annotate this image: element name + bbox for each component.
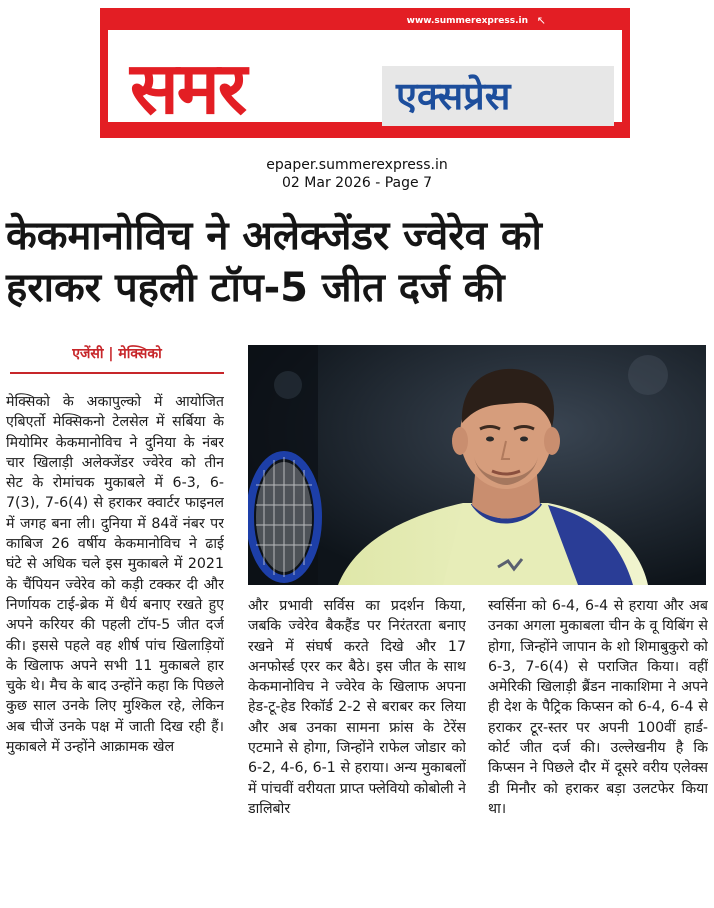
- masthead-logo: [100, 8, 630, 138]
- brand-name-main: समर: [130, 46, 246, 130]
- brand-name-sub: एक्सप्रेस: [396, 74, 511, 118]
- headline-line-2: हराकर पहली टॉप-5 जीत दर्ज की: [6, 265, 505, 311]
- article-column-2: और प्रभावी सर्विस का प्रदर्शन किया, जबकि ज्वेरेव बैकहैंड पर निरंतरता बनाए रखने में संघर्ष करते दिखे और 17 अनफोर्स्ड एरर कर बैठे। इस जीत के साथ केकमानोविच ने ज्वेरेव के खिलाफ अपना हेड-टू-हेड रिकॉर्ड 2-2 से बराबर कर लिया और अब उनका सामना फ्रांस के टेरेंस एटमाने से होगा, जिन्होंने राफेल जोडार को 6-2, 4-6, 6-1 से हराया। अन्य मुकाबलों में पांचवीं वरीयता प्राप्त फ्लेवियो कोबोली ने डालिबोर: [248, 598, 466, 817]
- cursor-arrow-icon: ↖: [536, 14, 546, 27]
- headline-line-1: केकमानोविच ने अलेक्जेंडर ज्वेरेव को: [6, 213, 542, 259]
- byline-divider: [10, 372, 224, 374]
- edition-date-page: 02 Mar 2026 - Page 7: [282, 175, 432, 191]
- masthead-inner-panel: [108, 30, 622, 130]
- article-headline: [6, 210, 706, 314]
- article-column-1: मेक्सिको के अकापुल्को में आयोजित एबिएर्तो मेक्सिकनो टेलसेल में सर्बिया के मियोमिर केकमानोविच ने दुनिया के नंबर चार खिलाड़ी अलेक्जेंडर ज्वेरेव को तीन सेट के रोमांचक मुकाबले में 6-3, 6-7(3), 7-6(4) से हराकर क्वार्टर फाइनल में जगह बना ली। दुनिया में 84वें नंबर पर काबिज 26 वर्षीय केकमानोविच ने ढाई घंटे से अधिक चले इस मुकाबले में 2021 के चैंपियन ज्वेरेव को कड़ी टक्कर दी और निर्णायक टाई-ब्रेक में धैर्य बनाए रखते हुए अपने करियर की पहली टॉप-5 जीत दर्ज की। इससे पहले वह शीर्ष पांच खिलाड़ियों के खिलाफ अपने सभी 11 मुकाबले हार चुके थे। मैच के बाद उन्होंने कहा कि पिछले कुछ साल उनके लिए मुश्किल रहे, लेकिन अब चीजें उनके पक्ष में जाती दिख रही हैं। मुकाबले में उन्होंने आक्रामक खेल: [6, 394, 224, 756]
- tennis-player-illustration: [248, 345, 706, 585]
- article-photo: [248, 345, 706, 585]
- epaper-site-label: epaper.summerexpress.in: [266, 157, 448, 173]
- masthead-site-url: www.summerexpress.in: [406, 16, 528, 26]
- article-byline: एजेंसी | मेक्सिको: [72, 346, 162, 362]
- article-column-3: स्वर्सिना को 6-4, 6-4 से हराया और अब उनका अगला मुकाबला चीन के वू यिबिंग से होगा, जिन्होंने जापान के शो शिमाबुकुरो को 6-3, 7-6(4) से पराजित किया। वहीं अमेरिकी खिलाड़ी ब्रैंडन नाकाशिमा ने अपने ही देश के पैट्रिक किप्सन को 6-4, 6-4 से हराकर टूर-स्तर पर अपनी 100वीं हार्ड-कोर्ट जीत दर्ज की। उल्लेखनीय है कि किप्सन ने पिछले दौर में दूसरे वरीय एलेक्स डी मिनौर को हराकर बड़ा उलटफेर किया था।: [488, 598, 708, 817]
- tennis-racket: [250, 455, 318, 579]
